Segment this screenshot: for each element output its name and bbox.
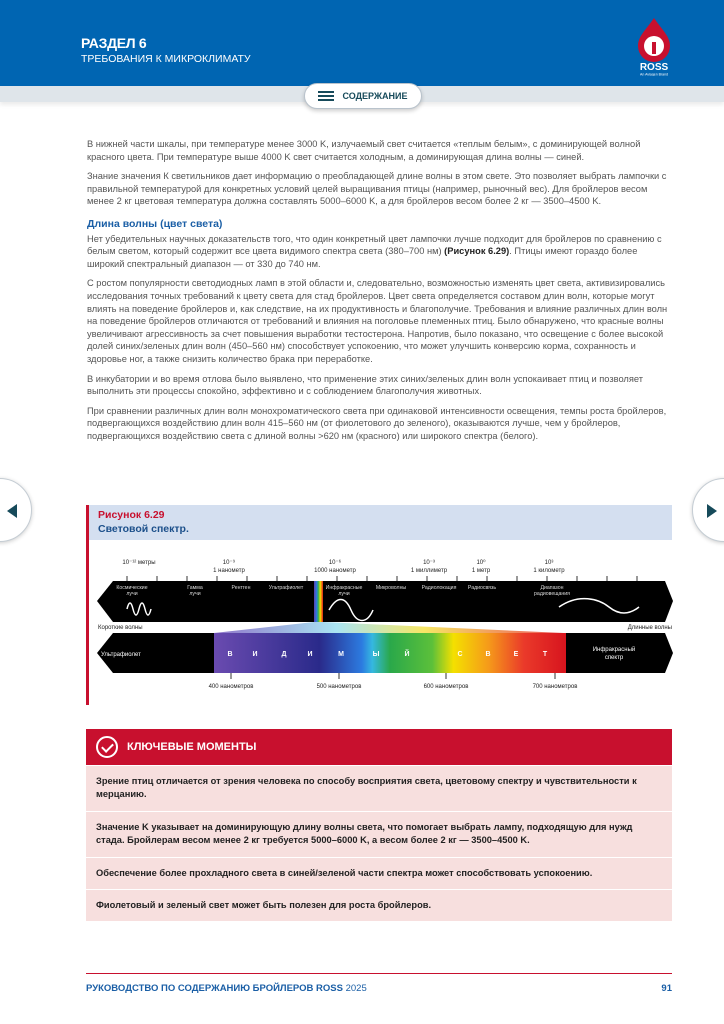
visible-letter: И	[307, 651, 313, 658]
figure-6-29	[86, 505, 672, 705]
contents-button[interactable]	[304, 83, 422, 109]
key-points-header	[86, 729, 672, 765]
next-page-button[interactable]	[692, 478, 724, 542]
section-title: ТРЕБОВАНИЯ К МИКРОКЛИМАТУ	[81, 53, 251, 65]
svg-text:ROSS: ROSS	[639, 62, 669, 73]
paragraph	[87, 233, 675, 271]
ir-label: Инфракрасный	[592, 647, 636, 653]
visible-letter: Д	[281, 651, 287, 658]
band-label-cont: лучи	[126, 591, 138, 597]
year: 2025	[345, 983, 367, 994]
band-label: Микроволны	[375, 585, 407, 591]
scale-label: 1 метр	[471, 568, 491, 574]
arrow-right-icon	[707, 504, 717, 518]
page-header	[0, 0, 724, 86]
text: . Птицы имеют гораздо более широкий спектральный диапазон — от 330 до 740 нм.	[87, 246, 638, 269]
paragraph: В инкубатории и во время отлова было выявлено, что применение этих синих/зеленых длин волн успокаивает птиц и позволяет выполнить эти процессы спокойно, эффективно и с соблюдением благополучия животных.	[87, 373, 644, 397]
ir-label: спектр	[604, 655, 624, 661]
visible-letter: Т	[542, 651, 548, 658]
band-label: Радиосвязь	[467, 585, 497, 591]
band-label: Радиолокация	[421, 585, 457, 591]
text: Нет убедительных научных доказательств того, что один конкретный цвет лампочки лучше подходит для бройлеров по сравнению с белым светом, который содержит все цвета видимого спектра света (380–700 нм)	[87, 233, 662, 257]
band-label-cont: лучи	[189, 591, 201, 597]
visible-letter: Е	[513, 651, 519, 658]
key-points-box	[86, 729, 672, 921]
guide-title: РУКОВОДСТВО ПО СОДЕРЖАНИЮ БРОЙЛЕРОВ ROSS	[86, 983, 343, 994]
light-spectrum-diagram	[89, 505, 675, 705]
page-footer	[86, 973, 672, 994]
paragraph: При сравнении различных длин волн монохроматического света при одинаковой интенсивности освещения, темпы роста бройлеров, подвергающихся воздействию длин волн 415–560 нм (от фиолетового до зеленого), оказываются лучше, чем у бройлеров, подвергающихся воздействию света с длиной волны >620 нм (красного) или широкого спектра (белого).	[87, 405, 667, 441]
scale-exponent: 10⁻⁶	[328, 560, 342, 566]
visible-letter: Й	[404, 651, 410, 658]
arrow-left-icon	[7, 504, 17, 518]
scale-label: 1 нанометр	[213, 568, 245, 574]
previous-page-button[interactable]	[0, 478, 32, 542]
band-label: Гамма	[187, 585, 203, 591]
nm-label: 400 нанометров	[208, 684, 254, 690]
key-points-title: КЛЮЧЕВЫЕ МОМЕНТЫ	[127, 741, 257, 753]
figure-reference[interactable]: (Рисунок 6.29)	[444, 246, 510, 257]
long-waves-label: Длинные волны	[627, 625, 672, 631]
nm-label: 500 нанометров	[316, 684, 362, 690]
figure-number: Рисунок 6.29	[98, 509, 165, 521]
key-point: Зрение птиц отличается от зрения человека по способу восприятия света, цветовому спектру и чувствительности к мерцанию.	[86, 765, 672, 811]
band-label-cont: радиовещания	[534, 591, 570, 597]
paragraph: Знание значения К светильников дает информацию о преобладающей длине волны в этом свете. Это позволяет выбрать лампочки с правильной температурой для конкретных условий целей выращивания птицы (например, рыночный вес). Для бройлеров весом менее 2 кг цветовая температура должна составлять 5000–6000 K, а для бройлеров весом более 2 кг — 3500–4500 K.	[87, 171, 667, 207]
band-label-cont: лучи	[338, 591, 350, 597]
menu-icon	[318, 91, 334, 101]
scale-exponent: 10⁻⁹	[222, 560, 236, 566]
page-number: 91	[661, 983, 672, 994]
scale-exponent: 10⁰	[476, 560, 486, 566]
uv-label: Ультрафиолет	[101, 652, 141, 658]
key-point: Обеспечение более прохладного света в синей/зеленой части спектра может способствовать успокоению.	[86, 857, 672, 889]
scale-exponent: 10⁻³	[423, 560, 435, 566]
visible-letter: С	[457, 651, 463, 658]
visible-letter: В	[227, 651, 233, 658]
key-point: Фиолетовый и зеленый свет может быть полезен для роста бройлеров.	[86, 889, 672, 921]
figure-title: Световой спектр.	[98, 523, 189, 535]
paragraph: В нижней части шкалы, при температуре менее 3000 K, излучаемый свет считается «теплым белым», с доминирующей волной красного цвета. При температуре выше 4000 K свет считается холодным, а доминирующая длина волны — синей.	[87, 139, 641, 162]
svg-text:An Aviagen Brand: An Aviagen Brand	[640, 72, 668, 76]
ross-logo	[632, 16, 676, 76]
scale-label: 1000 нанометр	[314, 568, 356, 574]
visible-letter: И	[252, 651, 258, 658]
band-label: Диапазон	[540, 585, 564, 591]
key-point: Значение K указывает на доминирующую длину волны света, что помогает выбрать лампу, подходящую для нужд стада. Бройлерам весом менее 2 кг требуется 5000–6000 K, а весом более 2 кг — 3500–4500 K.	[86, 811, 672, 857]
scale-exponent: 10⁻¹² метры	[122, 560, 156, 566]
scale-exponent: 10³	[544, 560, 554, 566]
footer-title	[86, 983, 367, 994]
check-circle-icon	[96, 736, 118, 758]
band-label: Инфракрасные	[325, 585, 363, 591]
scale-label: 1 миллиметр	[410, 568, 448, 574]
paragraph: С ростом популярности светодиодных ламп в этой области и, следовательно, возможностью изменять цвет света, активизировались исследования точных требований к цвету света для стад бройлеров. Цвет света определяется составом длин волн, которые могут влиять на поведение бройлеров и, как следствие, на их продуктивность и благополучие. Требования и влияние различных длин волн на поведение бройлеров отличаются от требований и влияния на поголовье племенных птиц. Было обнаружено, что красные волны увеличивают агрессивность за счет повышения выработки тестостерона. Напротив, было показано, что освещение с более высокой долей синих/зеленых длин волн (450–560 нм) способствует успокоению, что может улучшить конверсию корма, сохранность и здоровье ног, а также снизить количество брака при переработке.	[87, 278, 668, 364]
contents-label: СОДЕРЖАНИЕ	[342, 91, 408, 101]
visible-letter: М	[338, 651, 344, 658]
section-number: РАЗДЕЛ 6	[81, 35, 147, 51]
nm-label: 700 нанометров	[532, 684, 578, 690]
visible-letter: Ы	[372, 651, 380, 658]
nm-label: 600 нанометров	[423, 684, 469, 690]
scale-label: 1 километр	[533, 568, 565, 574]
band-label: Ультрафиолет	[268, 585, 304, 591]
body-text	[87, 138, 675, 449]
short-waves-label: Короткие волны	[98, 625, 143, 631]
band-label: Рентген	[231, 585, 251, 591]
visible-letter: В	[485, 651, 491, 658]
section-heading: Длина волны (цвет света)	[87, 217, 223, 230]
band-label: Космические	[116, 585, 148, 591]
